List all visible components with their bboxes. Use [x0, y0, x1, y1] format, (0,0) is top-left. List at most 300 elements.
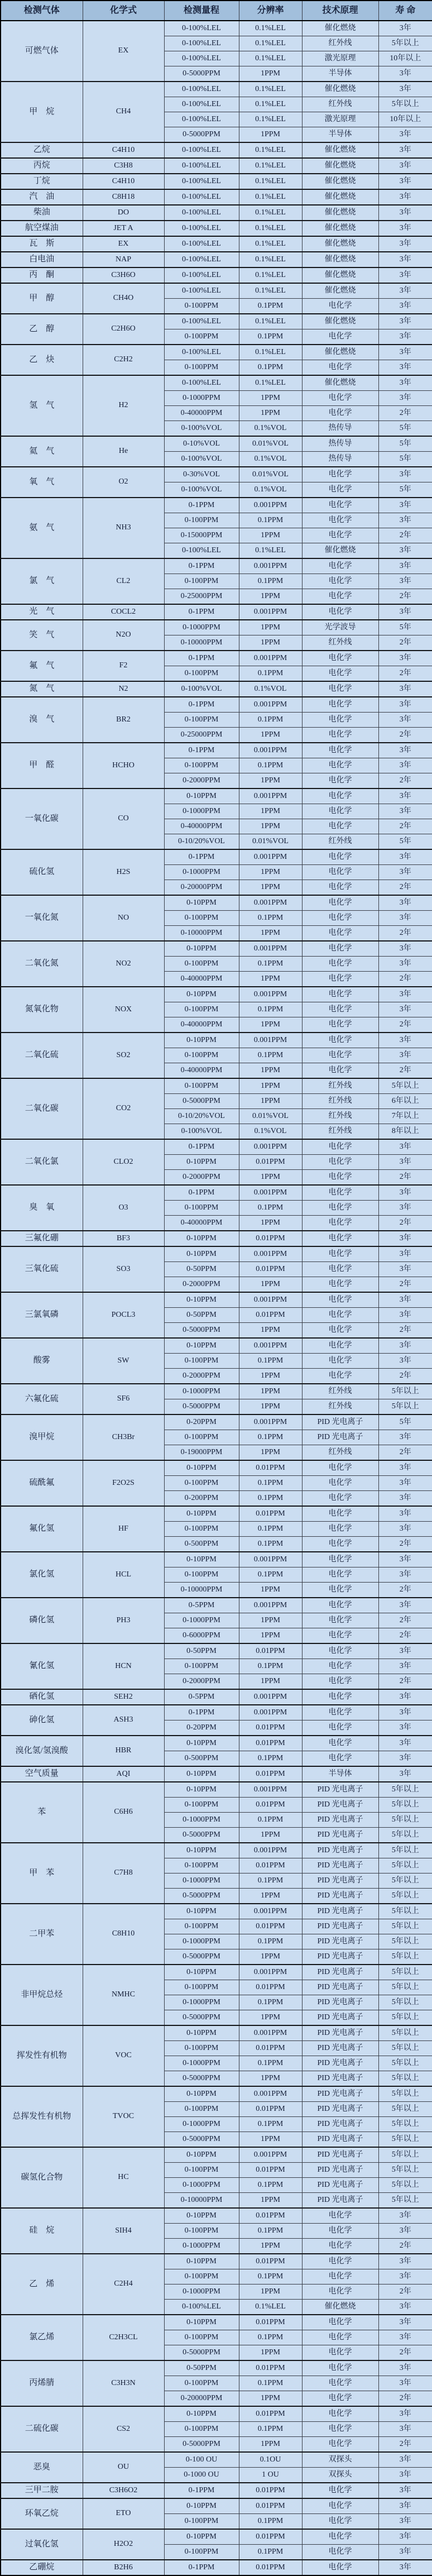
table-row [1, 651, 432, 666]
principle-cell: 光学波导 [302, 620, 378, 635]
principle-cell: 电化学 [302, 2483, 378, 2498]
gas-name-cell: 二氧化氯 [1, 1139, 83, 1185]
life-cell: 3年 [378, 498, 432, 513]
life-cell: 5年以上 [378, 2071, 432, 2087]
principle-cell: 电化学 [302, 329, 378, 345]
range-cell: 0-10PPM [164, 2315, 239, 2330]
range-cell: 0-100PPM [164, 2224, 239, 2239]
table-row [1, 2498, 432, 2514]
principle-cell: PID 光电离子 [302, 2178, 378, 2193]
range-cell: 0-500PPM [164, 1751, 239, 1767]
table-row [1, 1552, 432, 1567]
table-row [1, 467, 432, 482]
gas-formula-cell: C4H10 [83, 174, 164, 189]
range-cell: 0-100%LEL [164, 2300, 239, 2315]
range-cell: 0-1000PPM [164, 865, 239, 880]
life-cell: 3年 [378, 205, 432, 221]
life-cell: 2年 [378, 1628, 432, 1644]
gas-formula-cell: SEH2 [83, 1689, 164, 1705]
life-cell: 3年 [378, 2406, 432, 2422]
resolution-cell: 1PPM [239, 1216, 302, 1231]
principle-cell: 电化学 [302, 713, 378, 728]
table-row [1, 2025, 432, 2041]
resolution-cell: 0.1PPM [239, 1659, 302, 1674]
gas-name-cell: 总挥发性有机物 [1, 2086, 83, 2147]
resolution-cell: 0.001PPM [239, 651, 302, 666]
principle-cell: PID 光电离子 [302, 1430, 378, 1445]
range-cell: 0-100%LEL [164, 314, 239, 329]
resolution-cell: 0.1%LEL [239, 314, 302, 329]
resolution-cell: 1PPM [239, 1889, 302, 1904]
gas-formula-cell: VOC [83, 2025, 164, 2086]
range-cell: 0-100%LEL [164, 543, 239, 559]
principle-cell: PID 光电离子 [302, 1995, 378, 2010]
gas-name-cell: 氮 气 [1, 681, 83, 697]
life-cell: 3年 [378, 1430, 432, 1445]
range-cell: 0-100PPM [164, 666, 239, 682]
column-header: 寿 命 [378, 1, 432, 21]
range-cell: 0-10PPM [164, 2406, 239, 2422]
resolution-cell: 0.001PPM [239, 1843, 302, 1858]
gas-formula-cell: C7H8 [83, 1843, 164, 1904]
life-cell: 3年 [378, 21, 432, 36]
resolution-cell: 0.001PPM [239, 1782, 302, 1798]
resolution-cell: 0.1%LEL [239, 267, 302, 283]
table-row [1, 558, 432, 574]
range-cell: 0-40000PPM [164, 1017, 239, 1033]
range-cell: 0-1000PPM [164, 620, 239, 635]
principle-cell: 电化学 [302, 1323, 378, 1339]
gas-formula-cell: He [83, 436, 164, 467]
resolution-cell: 1PPM [239, 589, 302, 605]
resolution-cell: 0.1%LEL [239, 158, 302, 174]
range-cell: 0-20000PPM [164, 880, 239, 896]
resolution-cell: 0.01PPM [239, 2254, 302, 2269]
resolution-cell: 0.001PPM [239, 1338, 302, 1354]
resolution-cell: 1 OU [239, 2468, 302, 2483]
life-cell: 2年 [378, 819, 432, 834]
range-cell: 0-5000PPM [164, 2437, 239, 2453]
life-cell: 3年 [378, 513, 432, 528]
principle-cell: 电化学 [302, 1583, 378, 1598]
range-cell: 0-100PPM [164, 1659, 239, 1674]
range-cell: 0-10PPM [164, 2025, 239, 2041]
principle-cell: 电化学 [302, 681, 378, 697]
gas-name-cell: 溴甲烷 [1, 1414, 83, 1460]
gas-formula-cell: C2H3CL [83, 2315, 164, 2360]
resolution-cell: 1PPM [239, 620, 302, 635]
resolution-cell: 1PPM [239, 127, 302, 143]
gas-formula-cell: O2 [83, 467, 164, 498]
resolution-cell: 0.01PPM [239, 2483, 302, 2498]
resolution-cell: 1PPM [239, 2071, 302, 2087]
resolution-cell: 0.001PPM [239, 1552, 302, 1567]
principle-cell: 电化学 [302, 743, 378, 758]
principle-cell: 电化学 [302, 604, 378, 620]
gas-name-cell: 可燃气体 [1, 21, 83, 82]
principle-cell: 催化燃烧 [302, 21, 378, 36]
resolution-cell: 0.1PPM [239, 1430, 302, 1445]
principle-cell: 电化学 [302, 1552, 378, 1567]
principle-cell: 电化学 [302, 1185, 378, 1201]
life-cell: 6年以上 [378, 1094, 432, 1109]
gas-name-cell: 硅 烷 [1, 2208, 83, 2254]
range-cell: 0-500PPM [164, 1537, 239, 1552]
principle-cell: 半导体 [302, 127, 378, 143]
life-cell: 8年以上 [378, 1124, 432, 1140]
resolution-cell: 0.001PPM [239, 1292, 302, 1308]
table-row [1, 2147, 432, 2163]
range-cell: 0-100PPM [164, 713, 239, 728]
table-row [1, 2360, 432, 2376]
table-row [1, 1078, 432, 1094]
range-cell: 0-100%LEL [164, 375, 239, 391]
principle-cell: 电化学 [302, 528, 378, 543]
column-header: 分辨率 [239, 1, 302, 21]
principle-cell: 电化学 [302, 2514, 378, 2530]
range-cell: 0-40000PPM [164, 406, 239, 421]
resolution-cell: 0.01PPM [239, 1262, 302, 1277]
range-cell: 0-10PPM [164, 1033, 239, 1048]
life-cell: 5年以上 [378, 1828, 432, 1843]
principle-cell: 电化学 [302, 1369, 378, 1384]
resolution-cell: 1PPM [239, 1613, 302, 1628]
life-cell: 3年 [378, 1598, 432, 1613]
principle-cell: 双探头 [302, 2468, 378, 2483]
life-cell: 3年 [378, 283, 432, 299]
principle-cell: 电化学 [302, 1628, 378, 1644]
life-cell: 3年 [378, 142, 432, 158]
resolution-cell: 0.001PPM [239, 1139, 302, 1155]
resolution-cell: 0.1%VOL [239, 681, 302, 697]
life-cell: 5年以上 [378, 2147, 432, 2163]
life-cell: 3年 [378, 2376, 432, 2391]
principle-cell: 电化学 [302, 2330, 378, 2345]
resolution-cell: 0.001PPM [239, 941, 302, 957]
resolution-cell: 0.1PPM [239, 329, 302, 345]
range-cell: 0-100%LEL [164, 174, 239, 189]
range-cell: 0-1PPM [164, 604, 239, 620]
life-cell: 5年以上 [378, 1384, 432, 1399]
gas-formula-cell: C8H10 [83, 1904, 164, 1965]
life-cell: 3年 [378, 1048, 432, 1063]
life-cell: 2年 [378, 2239, 432, 2254]
life-cell: 7年以上 [378, 1109, 432, 1124]
resolution-cell: 0.1PPM [239, 2545, 302, 2560]
resolution-cell: 1PPM [239, 1277, 302, 1293]
principle-cell: 电化学 [302, 391, 378, 406]
gas-name-cell: 乙 炔 [1, 345, 83, 375]
gas-name-cell: 氰化氢 [1, 1643, 83, 1689]
range-cell: 0-1PPM [164, 849, 239, 865]
resolution-cell: 1PPM [239, 1369, 302, 1384]
principle-cell: 电化学 [302, 987, 378, 1002]
principle-cell: 双探头 [302, 2452, 378, 2468]
gas-name-cell: 丁烷 [1, 174, 83, 189]
table-row [1, 2254, 432, 2269]
principle-cell: 电化学 [302, 574, 378, 589]
life-cell: 5年以上 [378, 1889, 432, 1904]
resolution-cell: 0.1PPM [239, 1002, 302, 1017]
table-row [1, 1766, 432, 1782]
range-cell: 0-100PPM [164, 1919, 239, 1934]
principle-cell: 电化学 [302, 2545, 378, 2560]
life-cell: 5年以上 [378, 2132, 432, 2148]
principle-cell: 电化学 [302, 1002, 378, 1017]
gas-name-cell: 甲 烷 [1, 82, 83, 142]
principle-cell: 电化学 [302, 2498, 378, 2514]
range-cell: 0-100 OU [164, 2452, 239, 2468]
life-cell: 2年 [378, 635, 432, 651]
principle-cell: 电化学 [302, 1506, 378, 1522]
gas-name-cell: 氦 气 [1, 436, 83, 467]
principle-cell: PID 光电离子 [302, 1934, 378, 1949]
principle-cell: PID 光电离子 [302, 2071, 378, 2087]
principle-cell: 催化燃烧 [302, 543, 378, 559]
resolution-cell: 1PPM [239, 1384, 302, 1399]
gas-name-cell: 恶臭 [1, 2452, 83, 2483]
life-cell: 2年 [378, 880, 432, 896]
range-cell: 0-100PPM [164, 1201, 239, 1216]
principle-cell: 红外线 [302, 1124, 378, 1140]
range-cell: 0-10/20%VOL [164, 1109, 239, 1124]
life-cell: 5年以上 [378, 1078, 432, 1094]
range-cell: 0-10PPM [164, 1552, 239, 1567]
life-cell: 3年 [378, 1766, 432, 1782]
table-row [1, 314, 432, 329]
gas-name-cell: 二氧化氮 [1, 941, 83, 987]
resolution-cell: 1PPM [239, 1828, 302, 1843]
gas-name-cell: 乙 醇 [1, 314, 83, 345]
range-cell: 0-40000PPM [164, 1216, 239, 1231]
life-cell: 2年 [378, 2391, 432, 2407]
life-cell: 5年以上 [378, 2056, 432, 2071]
range-cell: 0-40000PPM [164, 972, 239, 987]
principle-cell: 红外线 [302, 635, 378, 651]
column-header: 检测量程 [164, 1, 239, 21]
life-cell: 3年 [378, 558, 432, 574]
gas-name-cell: 甲 醛 [1, 743, 83, 788]
gas-name-cell: 碳氢化合物 [1, 2147, 83, 2208]
resolution-cell: 1PPM [239, 1170, 302, 1186]
principle-cell: 电化学 [302, 1216, 378, 1231]
principle-cell: 催化燃烧 [302, 158, 378, 174]
principle-cell: PID 光电离子 [302, 1904, 378, 1919]
range-cell: 0-100PPM [164, 574, 239, 589]
resolution-cell: 1PPM [239, 2285, 302, 2300]
resolution-cell: 0.1%LEL [239, 375, 302, 391]
gas-formula-cell: CL2 [83, 558, 164, 604]
resolution-cell: 1PPM [239, 2010, 302, 2026]
resolution-cell: 0.1PPM [239, 299, 302, 314]
gas-name-cell: 硫酰氟 [1, 1460, 83, 1506]
table-row [1, 82, 432, 97]
life-cell: 5年以上 [378, 2086, 432, 2102]
resolution-cell: 0.01PPM [239, 1736, 302, 1751]
principle-cell: 电化学 [302, 498, 378, 513]
resolution-cell: 0.01%VOL [239, 834, 302, 850]
resolution-cell: 0.1%LEL [239, 189, 302, 205]
life-cell: 3年 [378, 2208, 432, 2224]
gas-name-cell: 三氧化硫 [1, 1246, 83, 1292]
resolution-cell: 0.01PPM [239, 2163, 302, 2178]
life-cell: 3年 [378, 1491, 432, 1507]
resolution-cell: 0.1%LEL [239, 2300, 302, 2315]
range-cell: 0-100PPM [164, 957, 239, 972]
gas-formula-cell: TVOC [83, 2086, 164, 2147]
table-row [1, 1033, 432, 1048]
principle-cell: PID 光电离子 [302, 2010, 378, 2026]
life-cell: 2年 [378, 1445, 432, 1461]
table-row [1, 1384, 432, 1399]
principle-cell: 催化燃烧 [302, 252, 378, 267]
table-row [1, 1338, 432, 1354]
gas-formula-cell: C6H6 [83, 1782, 164, 1843]
range-cell: 0-100%LEL [164, 267, 239, 283]
principle-cell: 电化学 [302, 911, 378, 926]
resolution-cell: 0.1%LEL [239, 543, 302, 559]
principle-cell: 激光原理 [302, 51, 378, 66]
resolution-cell: 0.1PPM [239, 1995, 302, 2010]
resolution-cell: 0.01PPM [239, 2560, 302, 2575]
resolution-cell: 0.001PPM [239, 558, 302, 574]
resolution-cell: 0.001PPM [239, 2147, 302, 2163]
range-cell: 0-10PPM [164, 1782, 239, 1798]
gas-name-cell: 二硫化碳 [1, 2406, 83, 2452]
life-cell: 3年 [378, 788, 432, 804]
range-cell: 0-5000PPM [164, 2010, 239, 2026]
life-cell: 2年 [378, 1583, 432, 1598]
resolution-cell: 1PPM [239, 773, 302, 789]
range-cell: 0-100PPM [164, 2041, 239, 2056]
life-cell: 3年 [378, 1292, 432, 1308]
table-row [1, 267, 432, 283]
gas-name-cell: 乙硼烷 [1, 2560, 83, 2575]
table-row [1, 1965, 432, 1980]
resolution-cell: 1PPM [239, 1628, 302, 1644]
resolution-cell: 0.1PPM [239, 2224, 302, 2239]
range-cell: 0-100%LEL [164, 82, 239, 97]
range-cell: 0-100%LEL [164, 189, 239, 205]
table-row [1, 1782, 432, 1798]
gas-formula-cell: CH3Br [83, 1414, 164, 1460]
gas-formula-cell: NAP [83, 252, 164, 267]
table-row [1, 1185, 432, 1201]
range-cell: 0-100PPM [164, 1430, 239, 1445]
range-cell: 0-100PPM [164, 1476, 239, 1491]
life-cell: 5年以上 [378, 36, 432, 51]
table-body [1, 21, 432, 2575]
range-cell: 0-10PPM [164, 1338, 239, 1354]
life-cell: 3年 [378, 1567, 432, 1583]
life-cell: 3年 [378, 1231, 432, 1246]
gas-name-cell: 航空煤油 [1, 221, 83, 236]
principle-cell: 红外线 [302, 1445, 378, 1461]
principle-cell: 电化学 [302, 1048, 378, 1063]
gas-formula-cell: C3H6O2 [83, 2483, 164, 2498]
range-cell: 0-1000PPM [164, 1384, 239, 1399]
resolution-cell: 0.1PPM [239, 1201, 302, 1216]
range-cell: 0-100PPM [164, 2163, 239, 2178]
resolution-cell: 1PPM [239, 2345, 302, 2361]
resolution-cell: 0.1%LEL [239, 36, 302, 51]
life-cell: 3年 [378, 1338, 432, 1354]
principle-cell: 红外线 [302, 97, 378, 112]
table-row [1, 895, 432, 911]
life-cell: 3年 [378, 1736, 432, 1751]
life-cell: 3年 [378, 2452, 432, 2468]
life-cell: 3年 [378, 1308, 432, 1323]
gas-name-cell: 非甲烷总烃 [1, 1965, 83, 2025]
principle-cell: 电化学 [302, 1689, 378, 1705]
life-cell: 2年 [378, 1369, 432, 1384]
life-cell: 3年 [378, 2560, 432, 2575]
principle-cell: 电化学 [302, 2224, 378, 2239]
table-row [1, 283, 432, 299]
life-cell: 5年以上 [378, 2178, 432, 2193]
table-row [1, 743, 432, 758]
gas-formula-cell: HCL [83, 1552, 164, 1598]
range-cell: 0-1000PPM [164, 2285, 239, 2300]
principle-cell: 催化燃烧 [302, 189, 378, 205]
range-cell: 0-5PPM [164, 1598, 239, 1613]
range-cell: 0-1PPM [164, 651, 239, 666]
gas-formula-cell: NMHC [83, 1965, 164, 2025]
principle-cell: 红外线 [302, 834, 378, 850]
range-cell: 0-5000PPM [164, 2345, 239, 2361]
range-cell: 0-100PPM [164, 1567, 239, 1583]
principle-cell: PID 光电离子 [302, 1828, 378, 1843]
range-cell: 0-100%LEL [164, 283, 239, 299]
gas-name-cell: 氟化氢 [1, 1506, 83, 1552]
gas-name-cell: 氧 气 [1, 467, 83, 498]
resolution-cell: 0.001PPM [239, 1414, 302, 1430]
life-cell: 3年 [378, 345, 432, 360]
principle-cell: 半导体 [302, 1766, 378, 1782]
resolution-cell: 1PPM [239, 1674, 302, 1690]
principle-cell: 催化燃烧 [302, 375, 378, 391]
principle-cell: PID 光电离子 [302, 2086, 378, 2102]
gas-formula-cell: C3H3N [83, 2360, 164, 2406]
life-cell: 3年 [378, 1201, 432, 1216]
range-cell: 0-1000 OU [164, 2468, 239, 2483]
range-cell: 0-1PPM [164, 743, 239, 758]
life-cell: 3年 [378, 1720, 432, 1736]
principle-cell: 电化学 [302, 2560, 378, 2575]
principle-cell: PID 光电离子 [302, 1980, 378, 1995]
gas-name-cell: 丙烷 [1, 158, 83, 174]
life-cell: 3年 [378, 2514, 432, 2530]
resolution-cell: 0.01PPM [239, 1720, 302, 1736]
gas-name-cell: 溴 气 [1, 697, 83, 743]
resolution-cell: 0.001PPM [239, 2025, 302, 2041]
resolution-cell: 0.1PPM [239, 1522, 302, 1537]
range-cell: 0-10PPM [164, 941, 239, 957]
range-cell: 0-10%VOL [164, 436, 239, 452]
range-cell: 0-5000PPM [164, 2132, 239, 2148]
principle-cell: 催化燃烧 [302, 2300, 378, 2315]
gas-formula-cell: POCL3 [83, 1292, 164, 1338]
gas-name-cell: 氟 气 [1, 651, 83, 681]
table-row [1, 252, 432, 267]
gas-formula-cell: ASH3 [83, 1705, 164, 1736]
principle-cell: 电化学 [302, 1460, 378, 1476]
resolution-cell: 0.01PPM [239, 1766, 302, 1782]
principle-cell: 电化学 [302, 2269, 378, 2285]
life-cell: 3年 [378, 2315, 432, 2330]
resolution-cell: 1PPM [239, 635, 302, 651]
life-cell: 5年以上 [378, 2193, 432, 2209]
